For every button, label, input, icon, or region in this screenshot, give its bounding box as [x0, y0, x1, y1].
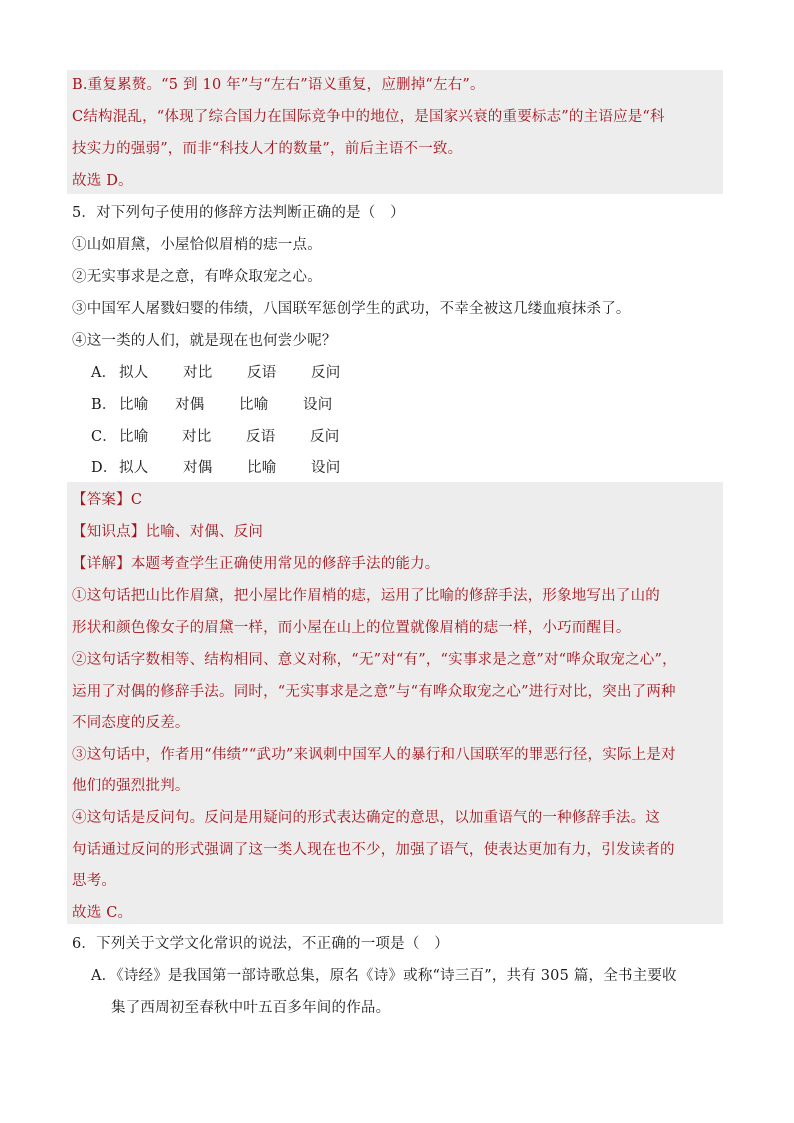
option-item: 拟人: [119, 460, 149, 476]
question-5-sentence-1: ①山如眉黛，小屋恰似眉梢的痣一点。: [72, 237, 322, 253]
option-item: 对偶: [183, 460, 213, 476]
explanation-line: 故选 C。: [72, 905, 133, 921]
question-5-sentence-2: ②无实事求是之意，有哗众取宠之心。: [72, 269, 322, 285]
explanation-line: 不同态度的反差。: [72, 715, 190, 731]
question-5-sentence-3: ③中国军人屠戮妇婴的伟绩，八国联军惩创学生的武功，不幸全被这几缕血痕抹杀了。: [72, 301, 631, 317]
detail-tag: 【详解】: [72, 556, 131, 572]
knowledge-tag: 【知识点】: [72, 524, 146, 540]
option-label: D．: [91, 460, 118, 476]
question-5-option-c: [91, 427, 339, 447]
answer-line: [72, 490, 142, 510]
explanation-line: ②这句话字数相等、结构相同、意义对称，“无”对“有”，“实事求是之意”对“哗众取宠之心”，: [72, 652, 677, 668]
option-item: 拟人: [119, 365, 149, 381]
question-5-option-a: [91, 363, 340, 383]
explanation-line: 他们的强烈批判。: [72, 778, 190, 794]
option-item: 设问: [311, 460, 341, 476]
knowledge-line: [72, 522, 263, 542]
explanation-line: ④这句话是反问句。反问是用疑问的形式表达确定的意思，以加重语气的一种修辞手法。这: [72, 810, 660, 826]
knowledge-value: 比喻、对偶、反问: [145, 524, 264, 540]
explanation-line: ①这句话把山比作眉黛，把小屋比作眉梢的痣，运用了比喻的修辞手法，形象地写出了山的: [72, 588, 660, 604]
option-item: 比喻: [247, 460, 277, 476]
option-item: 反问: [310, 429, 340, 445]
explanation-line: 运用了对偶的修辞手法。同时，“无实事求是之意”与“有哗众取宠之心”进行对比，突出了两种: [72, 684, 676, 700]
explanation-line: 句话通过反问的形式强调了这一类人现在也不少，加强了语气，使表达更加有力，引发读者的: [72, 842, 675, 858]
question-5-sentence-4: ④这一类的人们，就是现在也何尝少呢？: [72, 333, 337, 349]
option-item: 对比: [183, 365, 213, 381]
option-item: 反问: [311, 365, 341, 381]
question-5-stem: 5．对下列句子使用的修辞方法判断正确的是（ ）: [72, 205, 405, 221]
option-item: 反语: [246, 429, 276, 445]
question-6-option-a-line: 集了西周初至春秋中叶五百多年间的作品。: [111, 1000, 391, 1016]
explanation-line: ③这句话中，作者用“伟绩”“武功”来讽刺中国军人的暴行和八国联军的罪恶行径，实际上是对: [72, 747, 676, 763]
explanation-line: 思考。: [72, 873, 117, 889]
detail-line: [72, 554, 440, 574]
explanation-top-line: 故选 D。: [72, 173, 133, 189]
detail-value: 本题考查学生正确使用常见的修辞手法的能力。: [130, 556, 440, 572]
explanation-line: 形状和颜色像女子的眉黛一样，而小屋在山上的位置就像眉梢的痣一样，小巧而醒目。: [72, 620, 631, 636]
option-item: 反语: [247, 365, 277, 381]
question-5-option-d: [91, 458, 340, 478]
question-6-option-a-line: A．《诗经》是我国第一部诗歌总集，原名《诗》或称“诗三百”，共有 305 篇，全书主要收: [91, 968, 677, 984]
question-6-stem: 6．下列关于文学文化常识的说法，不正确的一项是（ ）: [72, 936, 449, 952]
option-item: 比喻: [119, 429, 149, 445]
option-item: 比喻: [239, 397, 269, 413]
explanation-top-line: B.重复累赘。“5 到 10 年”与“左右”语义重复，应删掉“左右”。: [72, 77, 485, 93]
option-item: 对偶: [175, 397, 205, 413]
option-item: 对比: [182, 429, 212, 445]
option-item: 设问: [303, 397, 333, 413]
explanation-top-line: 技实力的强弱”，而非“科技人才的数量”，前后主语不一致。: [72, 141, 463, 157]
question-5-option-b: [91, 395, 332, 415]
option-label: B．: [91, 397, 117, 413]
answer-value: C: [130, 492, 143, 508]
option-label: A．: [91, 365, 117, 381]
option-item: 比喻: [119, 397, 149, 413]
answer-tag: 【答案】: [72, 492, 131, 508]
option-label: C．: [91, 429, 117, 445]
explanation-top-line: C结构混乱，“体现了综合国力在国际竞争中的地位，是国家兴衰的重要标志”的主语应是“科: [72, 109, 665, 125]
